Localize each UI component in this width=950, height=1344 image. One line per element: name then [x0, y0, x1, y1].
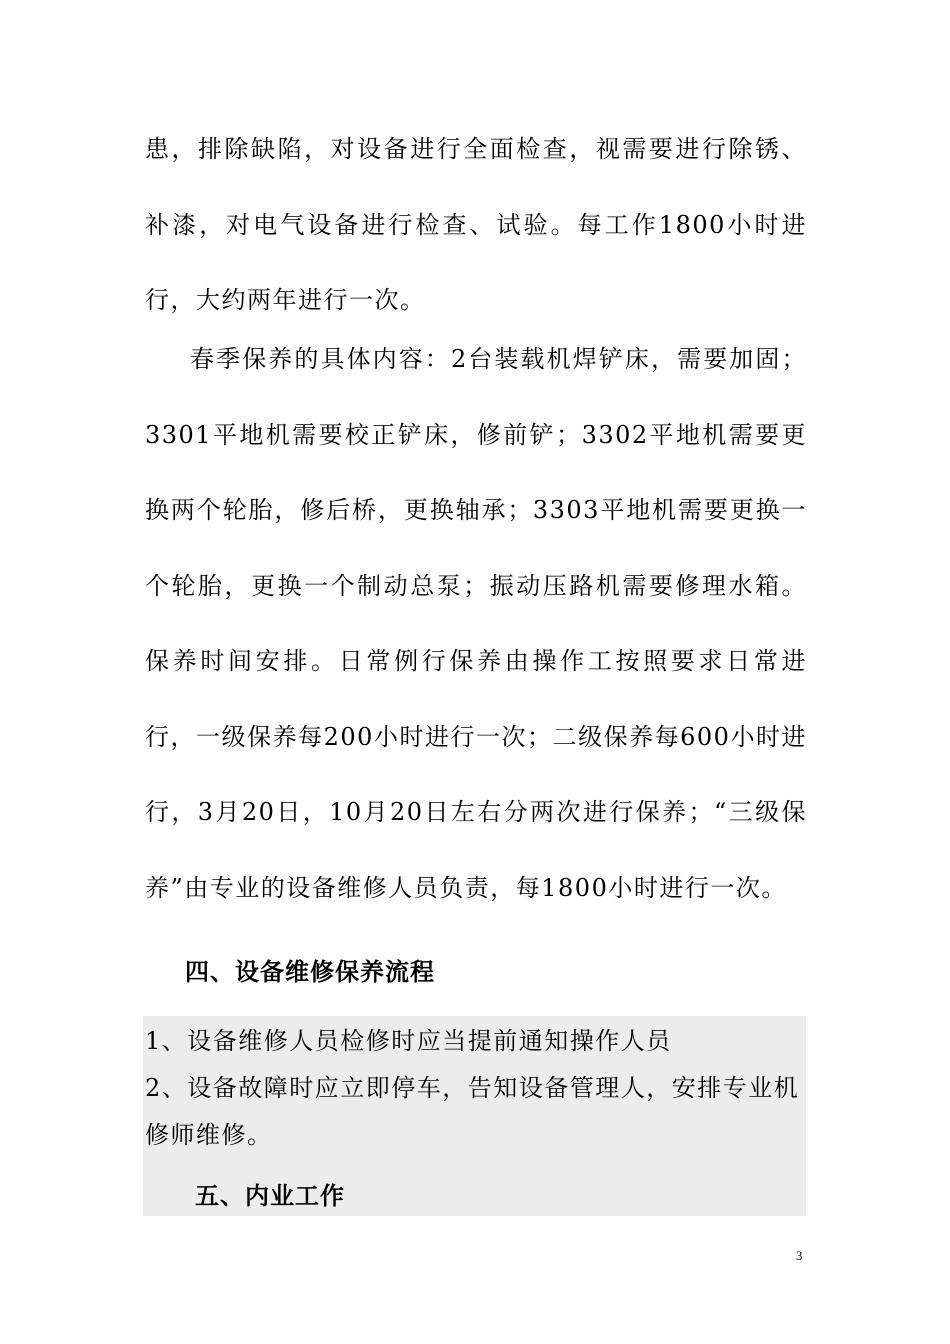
body-paragraph-2: 春季保养的具体内容：2台装载机焊铲床，需要加固；3301平地机需要校正铲床，修前铲；3302平地机需要更换两个轮胎，修后桥，更换轴承；3303平地机需要更换一个轮胎，更换一个制动总泵；振动压路机需要修理水箱。保养时间安排。日常例行保养由操作工按照要求日常进行，一级保养每200小时进行一次；二级保养每600小时进行，3月20日，10月20日左右分两次进行保养；“三级保养”由专业的设备维修人员负责，每1800小时进行一次。	[145, 345, 807, 902]
section-4-heading: 四、设备维修保养流程	[185, 958, 435, 986]
body-paragraph-1: 患，排除缺陷，对设备进行全面检查，视需要进行除锈、补漆，对电气设备进行检查、试验。每工作1800小时进行，大约两年进行一次。	[145, 135, 807, 314]
page-number: 3	[796, 1248, 803, 1263]
list-item: 2、设备故障时应立即停车，告知设备管理人，安排专业机修师维修。	[145, 1074, 800, 1149]
section-5-heading: 五、内业工作	[195, 1182, 345, 1210]
list-item: 1、设备维修人员检修时应当提前通知操作人员	[145, 1027, 672, 1055]
